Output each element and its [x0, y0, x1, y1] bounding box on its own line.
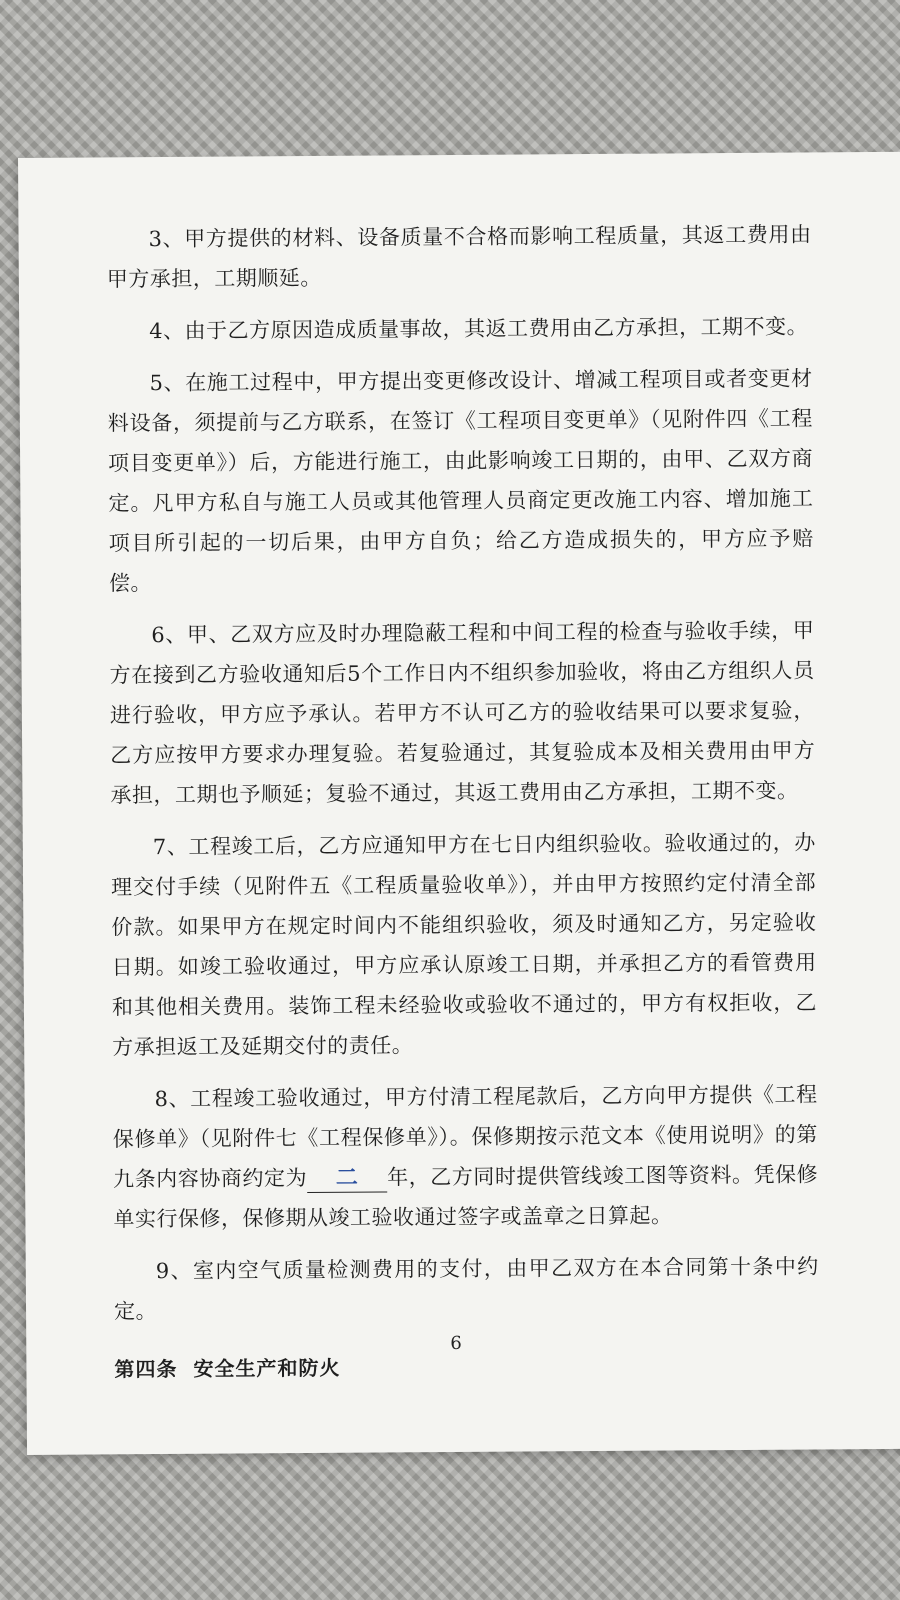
- clause-5: 5、在施工过程中，甲方提出变更修改设计、增减工程项目或者变更材料设备，须提前与乙方联系，在签订《工程项目变更单》（见附件四《工程项目变更单》）后，方能进行施工，由此影响竣工日期的，由甲、乙双方商定。凡甲方私自与施工人员或其他管理人员商定更改施工内容、增加施工项目所引起的一切后果，由甲方自负；给乙方造成损失的，甲方应予赔偿。: [107, 366, 814, 596]
- handwritten-warranty-years: 二: [335, 1165, 359, 1191]
- document-body: [106, 214, 819, 1389]
- clause-8-text-after: 年，乙方同时提供管线竣工图等资料。凭保修单实行保修，保修期从竣工验收通过签字或盖章之日算起。: [113, 1162, 819, 1232]
- clause-3: 3、甲方提供的材料、设备质量不合格而影响工程质量，其返工费用由甲方承担，工期顺延。: [106, 222, 812, 292]
- document-page: [18, 152, 900, 1455]
- clause-4: 4、由于乙方原因造成质量事故，其返工费用由乙方承担，工期不变。: [149, 314, 809, 344]
- page-number: 6: [450, 1332, 462, 1355]
- clause-9: 9、室内空气质量检测费用的支付，由甲乙双方在本合同第十条中约定。: [113, 1254, 819, 1324]
- section-number: 第四条: [114, 1356, 178, 1382]
- section-title: 安全生产和防火: [193, 1355, 341, 1381]
- clause-7: 7、工程竣工后，乙方应通知甲方在七日内组织验收。验收通过的，办理交付手续（见附件五《工程质量验收单》），并由甲方按照约定付清全部价款。如果甲方在规定时间内不能组织验收，须及时通知乙方，另定验收日期。如竣工验收通过，甲方应承认原竣工日期，并承担乙方的看管费用和其他相关费用。装饰工程未经验收或验收不通过的，甲方有权拒收，乙方承担返工及延期交付的责任。: [111, 830, 817, 1060]
- clause-8: [112, 1074, 818, 1239]
- section-heading: [114, 1344, 819, 1389]
- clause-6: 6、甲、乙双方应及时办理隐蔽工程和中间工程的检查与验收手续，甲方在接到乙方验收通知后5个工作日内不组织参加验收，将由乙方组织人员进行验收，甲方应予承认。若甲方不认可乙方的验收结果可以要求复验，乙方应按甲方要求办理复验。若复验通过，其复验成本及相关费用由甲方承担，工期也予顺延；复验不通过，其返工费用由乙方承担，工期不变。: [109, 618, 816, 808]
- warranty-years-blank: [307, 1164, 387, 1193]
- clause-8-text-before: 8、工程竣工验收通过，甲方付清工程尾款后，乙方向甲方提供《工程保修单》（见附件七《工程保修单》）。保修期按示范文本《使用说明》的第九条内容协商约定为: [112, 1082, 818, 1192]
